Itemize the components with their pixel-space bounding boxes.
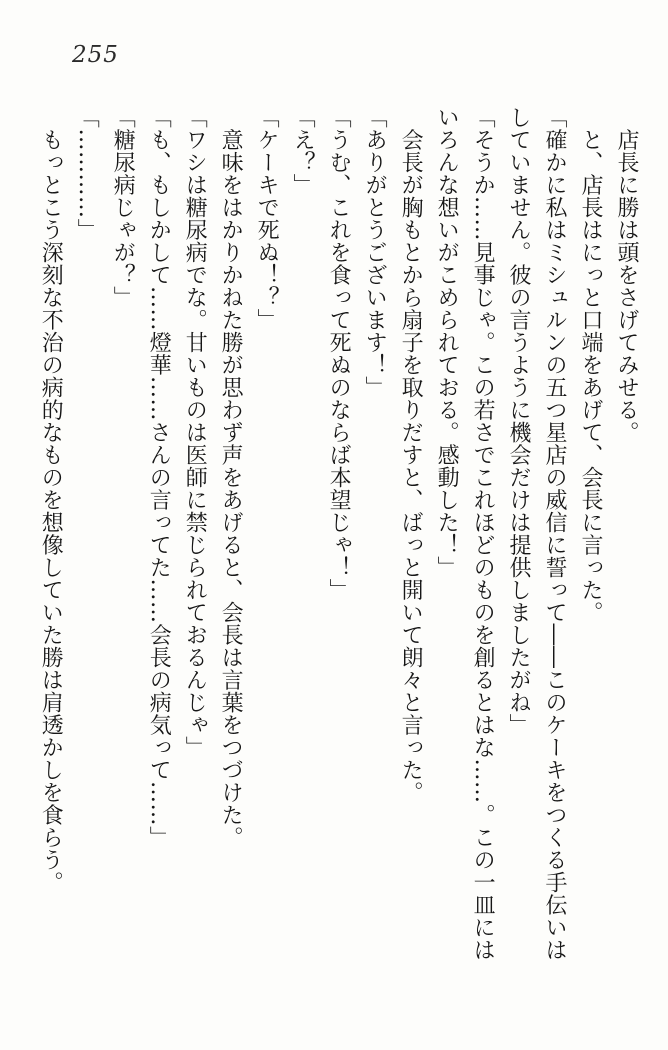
paragraph: 意味をはかりかねた勝が思わず声をあげると、会長は言葉をつづけた。 <box>218 106 244 849</box>
paragraph: 会長が胸もとから扇子を取りだすと、ばっと開いて朗々と言った。 <box>398 106 424 804</box>
paragraph: もっとこう深刻な不治の病的なものを想像していた勝は肩透かしを食らう。 <box>38 106 64 894</box>
paragraph: 「そうか……見事じゃ。この若さでこれほどのものを創るとはな……。この一皿にはいろんな想いがこめられておる。感動した！」 <box>434 106 496 961</box>
vertical-text-block <box>26 106 644 964</box>
paragraph: 「…………」 <box>74 106 100 241</box>
paragraph: 店長に勝は頭をさげてみせる。 <box>614 106 639 444</box>
paragraph: 「え？」 <box>290 106 316 196</box>
paragraph: 「ワシは糖尿病でな。甘いものは医師に禁じられておるんじゃ」 <box>182 106 208 759</box>
paragraph: 「確かに私はミシュルンの五つ星店の威信に誓って――このケーキをつくる手伝いはしていません。彼の言うように機会だけは提供しましたがね」 <box>506 106 568 961</box>
paragraph: 「ありがとうございます！」 <box>362 106 388 399</box>
paragraph: と、店長はにっと口端をあげて、会長に言った。 <box>578 106 604 624</box>
paragraph: 「うむ、これを食って死ぬのならば本望じゃ！」 <box>326 106 352 601</box>
paragraph: 「ケーキで死ぬ！？」 <box>254 106 280 331</box>
page-number: 255 <box>72 42 119 68</box>
paragraph: 「も、もしかして……燈華……さんの言ってた……会長の病気って……」 <box>146 106 172 849</box>
paragraph: 「糖尿病じゃが？」 <box>110 106 136 309</box>
